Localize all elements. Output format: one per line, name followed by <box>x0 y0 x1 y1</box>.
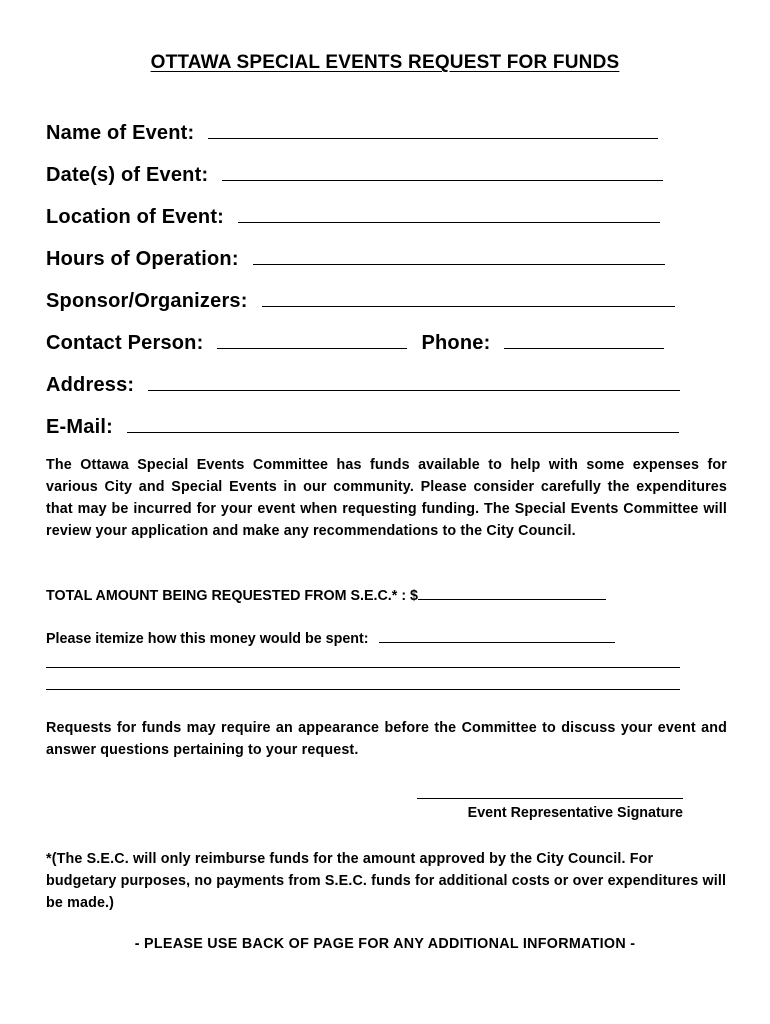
contact-field[interactable] <box>217 334 407 349</box>
amount-row <box>46 587 606 604</box>
event-location-label: Location of Event: <box>46 206 225 228</box>
itemize-label: Please itemize how this money would be spent: <box>46 631 369 647</box>
email-field[interactable] <box>127 418 679 433</box>
itemize-field[interactable] <box>379 630 615 643</box>
footnote: *(The S.E.C. will only reimburse funds for the amount approved by the City Council. For budgetary purposes, no payments from S.E.C. funds for additional costs or over expenditures will be made.) <box>46 851 727 911</box>
signature-line[interactable] <box>417 798 683 799</box>
address-label: Address: <box>46 374 135 396</box>
contact-label: Contact Person: <box>46 332 204 354</box>
hours-label: Hours of Operation: <box>46 248 239 270</box>
intro-paragraph: The Ottawa Special Events Committee has funds available to help with some expenses for various City and Special Events in our community. Please consider carefully the expenditures that may be incurred for your event when requesting funding. The Special Events Committee will review your application and make any recommendations to the City Council. <box>46 457 727 539</box>
event-name-field[interactable] <box>208 124 658 139</box>
page-title: OTTAWA SPECIAL EVENTS REQUEST FOR FUNDS <box>150 52 620 73</box>
phone-label: Phone: <box>421 332 491 354</box>
address-row <box>46 374 680 397</box>
sponsor-label: Sponsor/Organizers: <box>46 290 248 312</box>
footer-note: - PLEASE USE BACK OF PAGE FOR ANY ADDITIONAL INFORMATION - <box>134 936 636 952</box>
address-field[interactable] <box>148 376 680 391</box>
amount-label: TOTAL AMOUNT BEING REQUESTED FROM S.E.C.* : $ <box>46 588 419 604</box>
event-name-row <box>46 122 658 145</box>
event-dates-field[interactable] <box>222 166 663 181</box>
hours-field[interactable] <box>253 250 665 265</box>
email-row <box>46 416 679 439</box>
itemize-line-3[interactable] <box>46 689 680 690</box>
signature-label: Event Representative Signature <box>467 805 683 821</box>
event-dates-label: Date(s) of Event: <box>46 164 209 186</box>
phone-field[interactable] <box>504 334 664 349</box>
email-label: E-Mail: <box>46 416 113 438</box>
event-location-row <box>46 206 660 229</box>
hours-row <box>46 248 665 271</box>
itemize-row <box>46 630 615 647</box>
appearance-paragraph: Requests for funds may require an appearance before the Committee to discuss your event and answer questions pertaining to your request. <box>46 720 727 758</box>
contact-row <box>46 332 664 355</box>
amount-field[interactable] <box>418 587 606 600</box>
event-name-label: Name of Event: <box>46 122 195 144</box>
sponsor-field[interactable] <box>262 292 675 307</box>
sponsor-row <box>46 290 675 313</box>
itemize-line-2[interactable] <box>46 667 680 668</box>
event-location-field[interactable] <box>238 208 660 223</box>
event-dates-row <box>46 164 663 187</box>
